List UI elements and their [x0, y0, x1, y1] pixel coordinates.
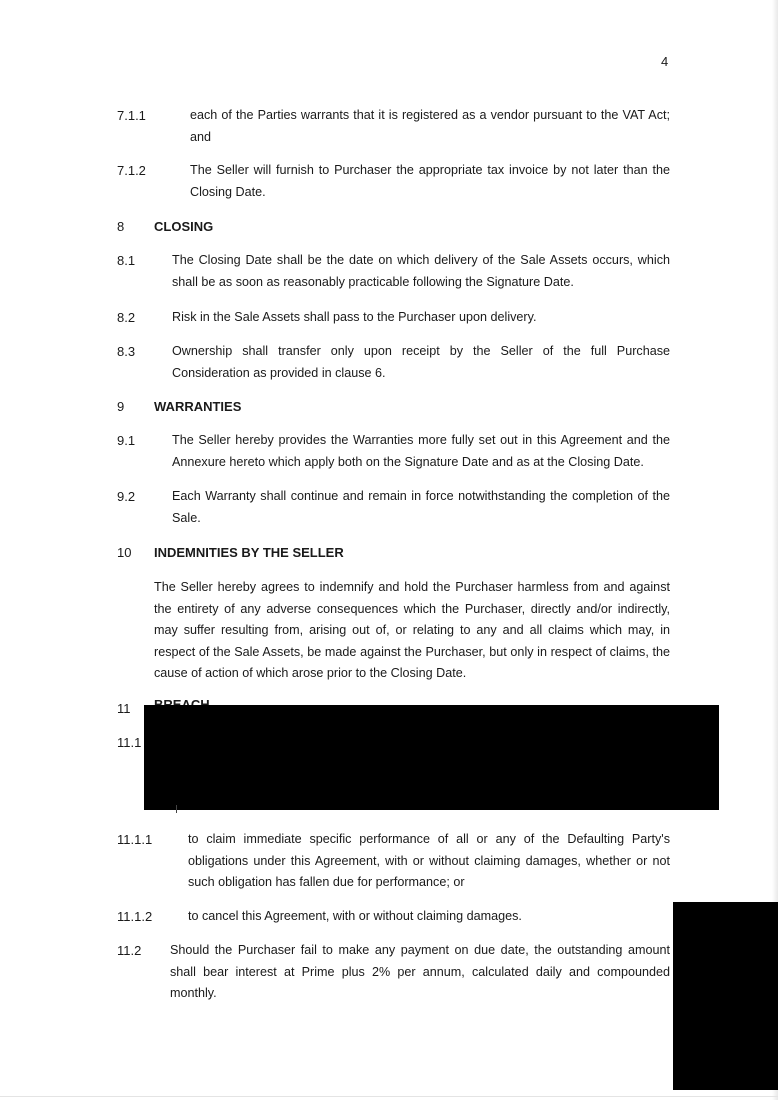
clause-text: to cancel this Agreement, with or without claiming damages. — [188, 909, 522, 923]
clause-text: Ownership shall transfer only upon receipt by the Seller of the full Purchase Consideration as provided in clause 6. — [172, 344, 670, 380]
section-number: 11 — [117, 701, 131, 716]
clause-number: 8.1 — [117, 253, 136, 268]
text-fragment — [176, 805, 177, 813]
clause-number: 8.2 — [117, 310, 136, 325]
redaction-block — [144, 705, 719, 810]
clause-text: Each Warranty shall continue and remain in force notwithstanding the completion of the Sale. — [172, 489, 670, 525]
clause-number: 7.1.1 — [117, 108, 146, 123]
clause-number: 11.1 — [117, 735, 142, 750]
clause-number: 11.2 — [117, 943, 142, 958]
clause-text: Should the Purchaser fail to make any payment on due date, the outstanding amount shall bear interest at Prime plus 2% per annum, calculated daily and compounded monthly. — [170, 943, 670, 1000]
section-number: 9 — [117, 399, 125, 414]
redaction-block-corner — [673, 902, 778, 1090]
clause-number: 11.1.1 — [117, 832, 153, 847]
section-number: 8 — [117, 219, 125, 234]
clause-text: Risk in the Sale Assets shall pass to the Purchaser upon delivery. — [172, 310, 537, 324]
clause-number: 9.2 — [117, 489, 136, 504]
section-number: 10 — [117, 545, 132, 560]
clause-text: each of the Parties warrants that it is registered as a vendor pursuant to the VAT Act; and — [190, 108, 670, 144]
clause-number: 8.3 — [117, 344, 136, 359]
clause-text: The Closing Date shall be the date on which delivery of the Sale Assets occurs, which shall be as soon as reasonably practicable following the Signature Date. — [172, 253, 670, 289]
clause-number: 9.1 — [117, 433, 136, 448]
clause-text: The Seller hereby provides the Warranties more fully set out in this Agreement and the Annexure hereto which apply both on the Signature Date and as at the Closing Date. — [172, 433, 670, 469]
clause-text: The Seller will furnish to Purchaser the appropriate tax invoice by not later than the Closing Date. — [190, 163, 670, 199]
page-number: 4 — [661, 54, 669, 69]
section-heading: INDEMNITIES BY THE SELLER — [154, 545, 344, 560]
clause-number: 11.1.2 — [117, 909, 153, 924]
indemnity-paragraph: The Seller hereby agrees to indemnify and hold the Purchaser harmless from and against the entirety of any adverse consequences which the Purchaser, directly and/or indirectly, may suffer resulting from, arising out of, or relating to any and all claims which may, in respect of the Sale Assets, be made against the Purchaser, but only in respect of claims, the cause of action of which arose prior to the Closing Date. — [154, 580, 670, 680]
clause-number: 7.1.2 — [117, 163, 146, 178]
clause-text: to claim immediate specific performance of all or any of the Defaulting Party's obligations under this Agreement, with or without claiming damages, whether or not such obligation has fallen due for performance; or — [188, 832, 670, 889]
section-heading: WARRANTIES — [154, 399, 242, 414]
page-bottom-edge — [0, 1096, 778, 1097]
section-heading: CLOSING — [154, 219, 214, 234]
